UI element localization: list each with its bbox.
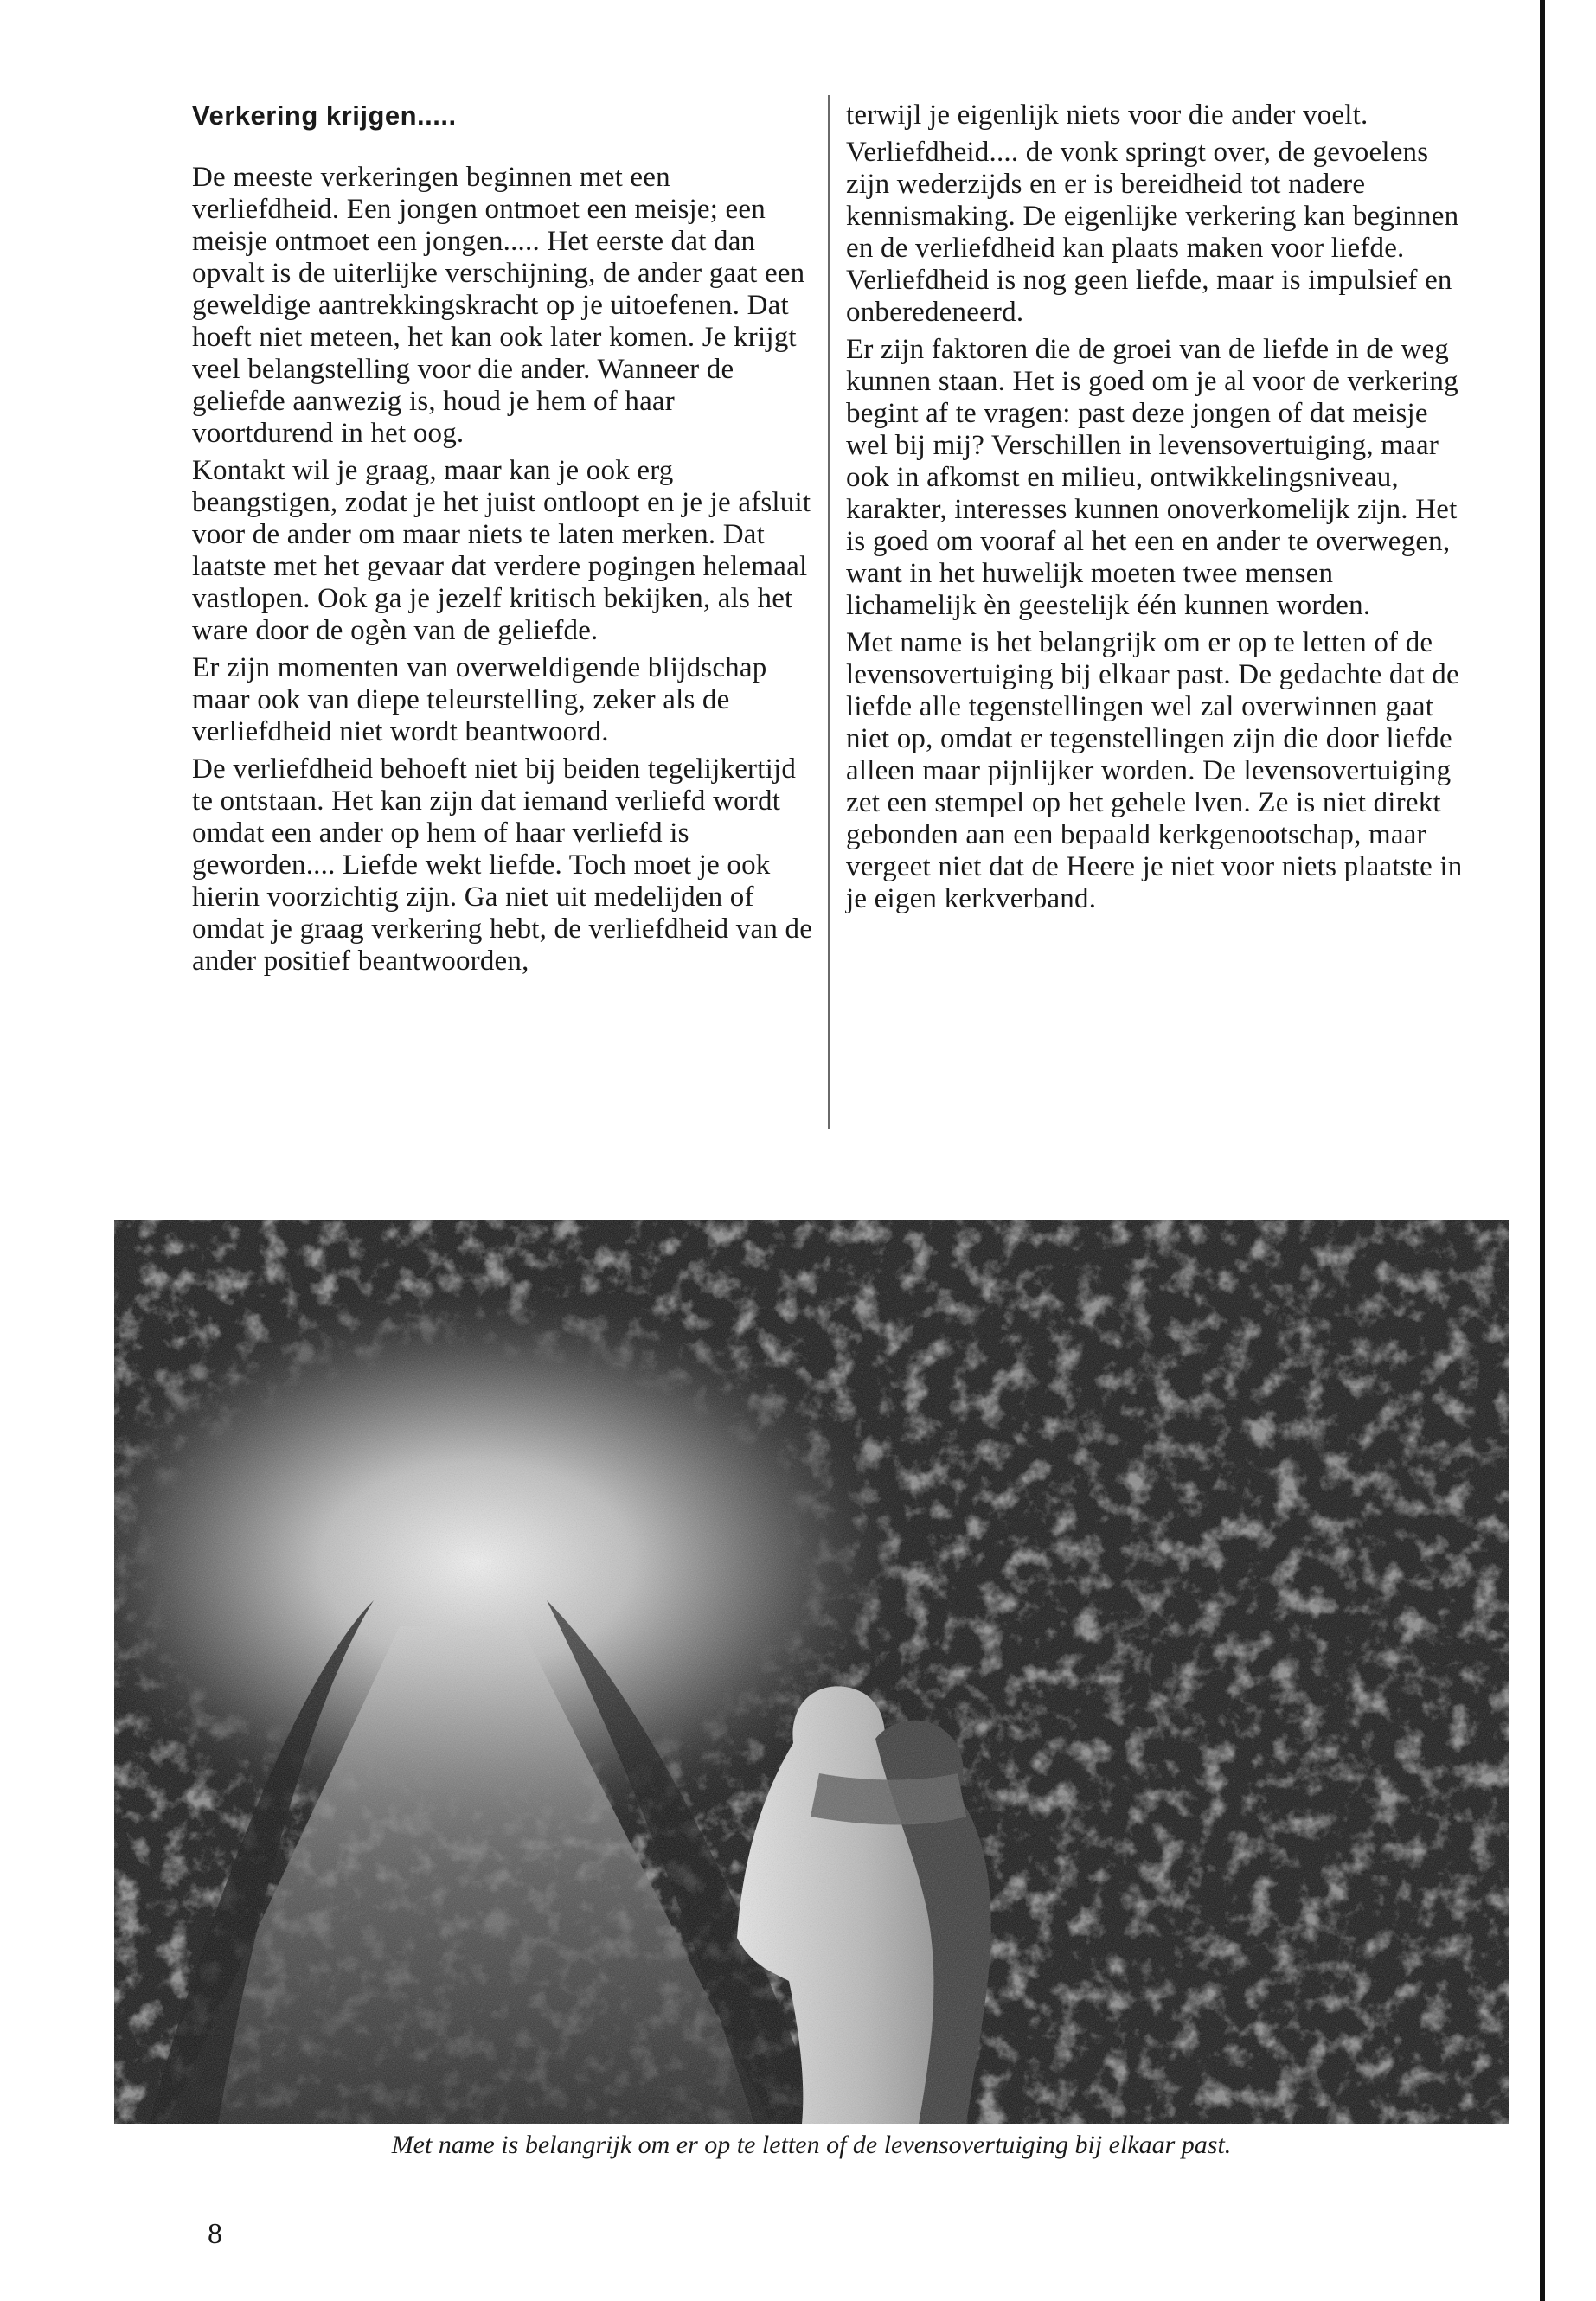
- paragraph: Er zijn faktoren die de groei van de liefde in de weg kunnen staan. Het is goed om je al voor de verkering begint af te vragen: past deze jongen of dat meisje wel bij mij? Verschillen in levensovertuiging, maar ook in afkomst en milieu, ontwikkelingsniveau, karakter, interesses kunnen onoverkomelijk zijn. Het is goed om vooraf al het een en ander te overwegen, want in het huwelijk moeten twee mensen lichamelijk èn geestelijk één kunnen worden.: [846, 334, 1458, 621]
- page-number: 8: [208, 2218, 222, 2250]
- left-column: [192, 99, 815, 983]
- paragraph: Er zijn momenten van overweldigende blijdschap maar ook van diepe teleurstelling, zeker als de verliefdheid niet wordt beantwoord.: [192, 652, 767, 747]
- paragraph: De meeste verkeringen beginnen met een verliefdheid. Een jongen ontmoet een meisje; een meisje ontmoet een jongen..... Het eerste dat dan opvalt is de uiterlijke verschijning, de ander gaat een geweldige aantrekkingskracht op je uitoefenen. Dat hoeft niet meteen, het kan ook later komen. Je krijgt veel belangstelling voor die ander. Wanneer de geliefde aanwezig is, houd je hem of haar voortdurend in het oog.: [192, 162, 805, 449]
- article-heading: Verkering krijgen.....: [192, 100, 457, 131]
- paragraph: De verliefdheid behoeft niet bij beiden tegelijkertijd te ontstaan. Het kan zijn dat iemand verliefd wordt omdat een ander op hem of haar verliefd is geworden.... Liefde wekt liefde. Toch moet je ook hierin voorzichtig zijn. Ga niet uit medelijden of omdat je graag verkering hebt, de verliefdheid van de ander positief beantwoorden,: [192, 753, 813, 977]
- paragraph: terwijl je eigenlijk niets voor die ander voelt.: [846, 99, 1368, 131]
- right-column: [846, 99, 1469, 920]
- photo-caption: Met name is belangrijk om er op te letten of de levensovertuiging bij elkaar past.: [391, 2131, 1232, 2159]
- column-divider: [828, 95, 830, 1129]
- page-edge-rule: [1540, 0, 1545, 2301]
- paragraph: Met name is het belangrijk om er op te letten of de levensovertuiging bij elkaar past. De gedachte dat de liefde alle tegenstellingen wel zal overwinnen gaat niet op, omdat er tegenstellingen zijn die door liefde alleen maar pijnlijker worden. De levensovertuiging zet een stempel op het gehele lven. Ze is niet direkt gebonden aan een bepaald kerkgenootschap, maar vergeet niet dat de Heere je niet voor niets plaatste in je eigen kerkverband.: [846, 627, 1463, 914]
- paragraph: Verliefdheid.... de vonk springt over, de gevoelens zijn wederzijds en er is bereidheid tot nadere kennismaking. De eigenlijke verkering kan beginnen en de verliefdheid kan plaats maken voor liefde. Verliefdheid is nog geen liefde, maar is impulsief en onberedeneerd.: [846, 137, 1459, 328]
- paragraph: Kontakt wil je graag, maar kan je ook erg beangstigen, zodat je het juist ontloopt en je je afsluit voor de ander om maar niets te laten merken. Dat laatste met het gevaar dat verdere pogingen helemaal vastlopen. Ook ga je jezelf kritisch bekijken, als het ware door de ogèn van de geliefde.: [192, 455, 811, 646]
- photo-couple-forest-path: [114, 1220, 1509, 2124]
